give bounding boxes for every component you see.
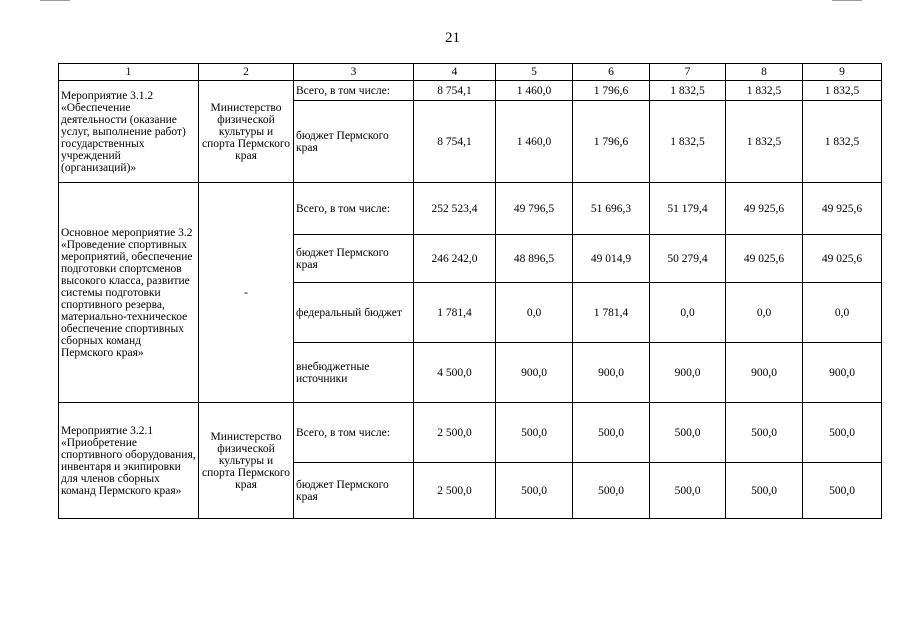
column-header: 2 [199,64,294,81]
column-number-row [59,64,882,81]
value-cell: 900,0 [726,343,803,403]
column-header: 3 [294,64,414,81]
column-header: 4 [414,64,496,81]
value-cell: 500,0 [803,403,882,463]
value-cell: 8 754,1 [414,81,496,101]
value-cell: 0,0 [650,283,726,343]
value-cell: 900,0 [573,343,650,403]
value-cell: 500,0 [726,403,803,463]
funding-source-cell: Всего, в том числе: [294,183,414,235]
value-cell: 500,0 [726,463,803,519]
value-cell: 500,0 [496,463,573,519]
table-row [59,81,882,101]
funding-source-cell: Всего, в том числе: [294,403,414,463]
value-cell: 1 460,0 [496,81,573,101]
activity-cell: Мероприятие 3.2.1 «Приобретение спортивного оборудования, инвентаря и экипировки для членов сборных команд Пермского края» [59,403,199,519]
funding-source-cell: федеральный бюджет [294,283,414,343]
column-header: 6 [573,64,650,81]
value-cell: 1 460,0 [496,101,573,183]
value-cell: 2 500,0 [414,463,496,519]
executor-cell: - [199,183,294,403]
value-cell: 48 896,5 [496,235,573,283]
value-cell: 4 500,0 [414,343,496,403]
value-cell: 49 796,5 [496,183,573,235]
funding-source-cell: внебюджетные источники [294,343,414,403]
value-cell: 1 796,6 [573,101,650,183]
funding-source-cell: Всего, в том числе: [294,81,414,101]
value-cell: 0,0 [726,283,803,343]
value-cell: 1 832,5 [803,81,882,101]
value-cell: 1 796,6 [573,81,650,101]
scan-edge-mark [832,0,862,1]
value-cell: 49 925,6 [726,183,803,235]
value-cell: 246 242,0 [414,235,496,283]
table-row [59,183,882,235]
funding-source-cell: бюджет Пермского края [294,235,414,283]
column-header: 1 [59,64,199,81]
value-cell: 500,0 [573,463,650,519]
activity-cell: Мероприятие 3.1.2 «Обеспечение деятельности (оказание услуг, выполнение работ) государственных учреждений (организаций)» [59,81,199,183]
value-cell: 8 754,1 [414,101,496,183]
table-row [59,403,882,463]
value-cell: 1 832,5 [803,101,882,183]
value-cell: 1 832,5 [650,81,726,101]
funding-source-cell: бюджет Пермского края [294,463,414,519]
column-header: 9 [803,64,882,81]
value-cell: 900,0 [650,343,726,403]
scan-edge-mark [40,0,70,1]
value-cell: 1 781,4 [573,283,650,343]
value-cell: 2 500,0 [414,403,496,463]
value-cell: 1 832,5 [726,101,803,183]
value-cell: 500,0 [803,463,882,519]
value-cell: 900,0 [496,343,573,403]
value-cell: 1 832,5 [726,81,803,101]
value-cell: 500,0 [496,403,573,463]
value-cell: 500,0 [650,463,726,519]
value-cell: 49 014,9 [573,235,650,283]
column-header: 5 [496,64,573,81]
value-cell: 49 025,6 [726,235,803,283]
value-cell: 1 781,4 [414,283,496,343]
value-cell: 49 925,6 [803,183,882,235]
value-cell: 500,0 [573,403,650,463]
value-cell: 0,0 [496,283,573,343]
value-cell: 252 523,4 [414,183,496,235]
budget-table [58,63,882,519]
activity-cell: Основное мероприятие 3.2 «Проведение спортивных мероприятий, обеспечение подготовки спортсменов высокого класса, развитие системы подготовки спортивного резерва, материально-техническое обеспечение спортивных сборных команд Пермского края» [59,183,199,403]
value-cell: 0,0 [803,283,882,343]
column-header: 7 [650,64,726,81]
value-cell: 51 179,4 [650,183,726,235]
page-number: 21 [445,30,460,46]
value-cell: 51 696,3 [573,183,650,235]
executor-cell: Министерство физической культуры и спорта Пермского края [199,81,294,183]
value-cell: 500,0 [650,403,726,463]
funding-source-cell: бюджет Пермского края [294,101,414,183]
executor-cell: Министерство физической культуры и спорта Пермского края [199,403,294,519]
value-cell: 49 025,6 [803,235,882,283]
column-header: 8 [726,64,803,81]
value-cell: 900,0 [803,343,882,403]
value-cell: 50 279,4 [650,235,726,283]
value-cell: 1 832,5 [650,101,726,183]
